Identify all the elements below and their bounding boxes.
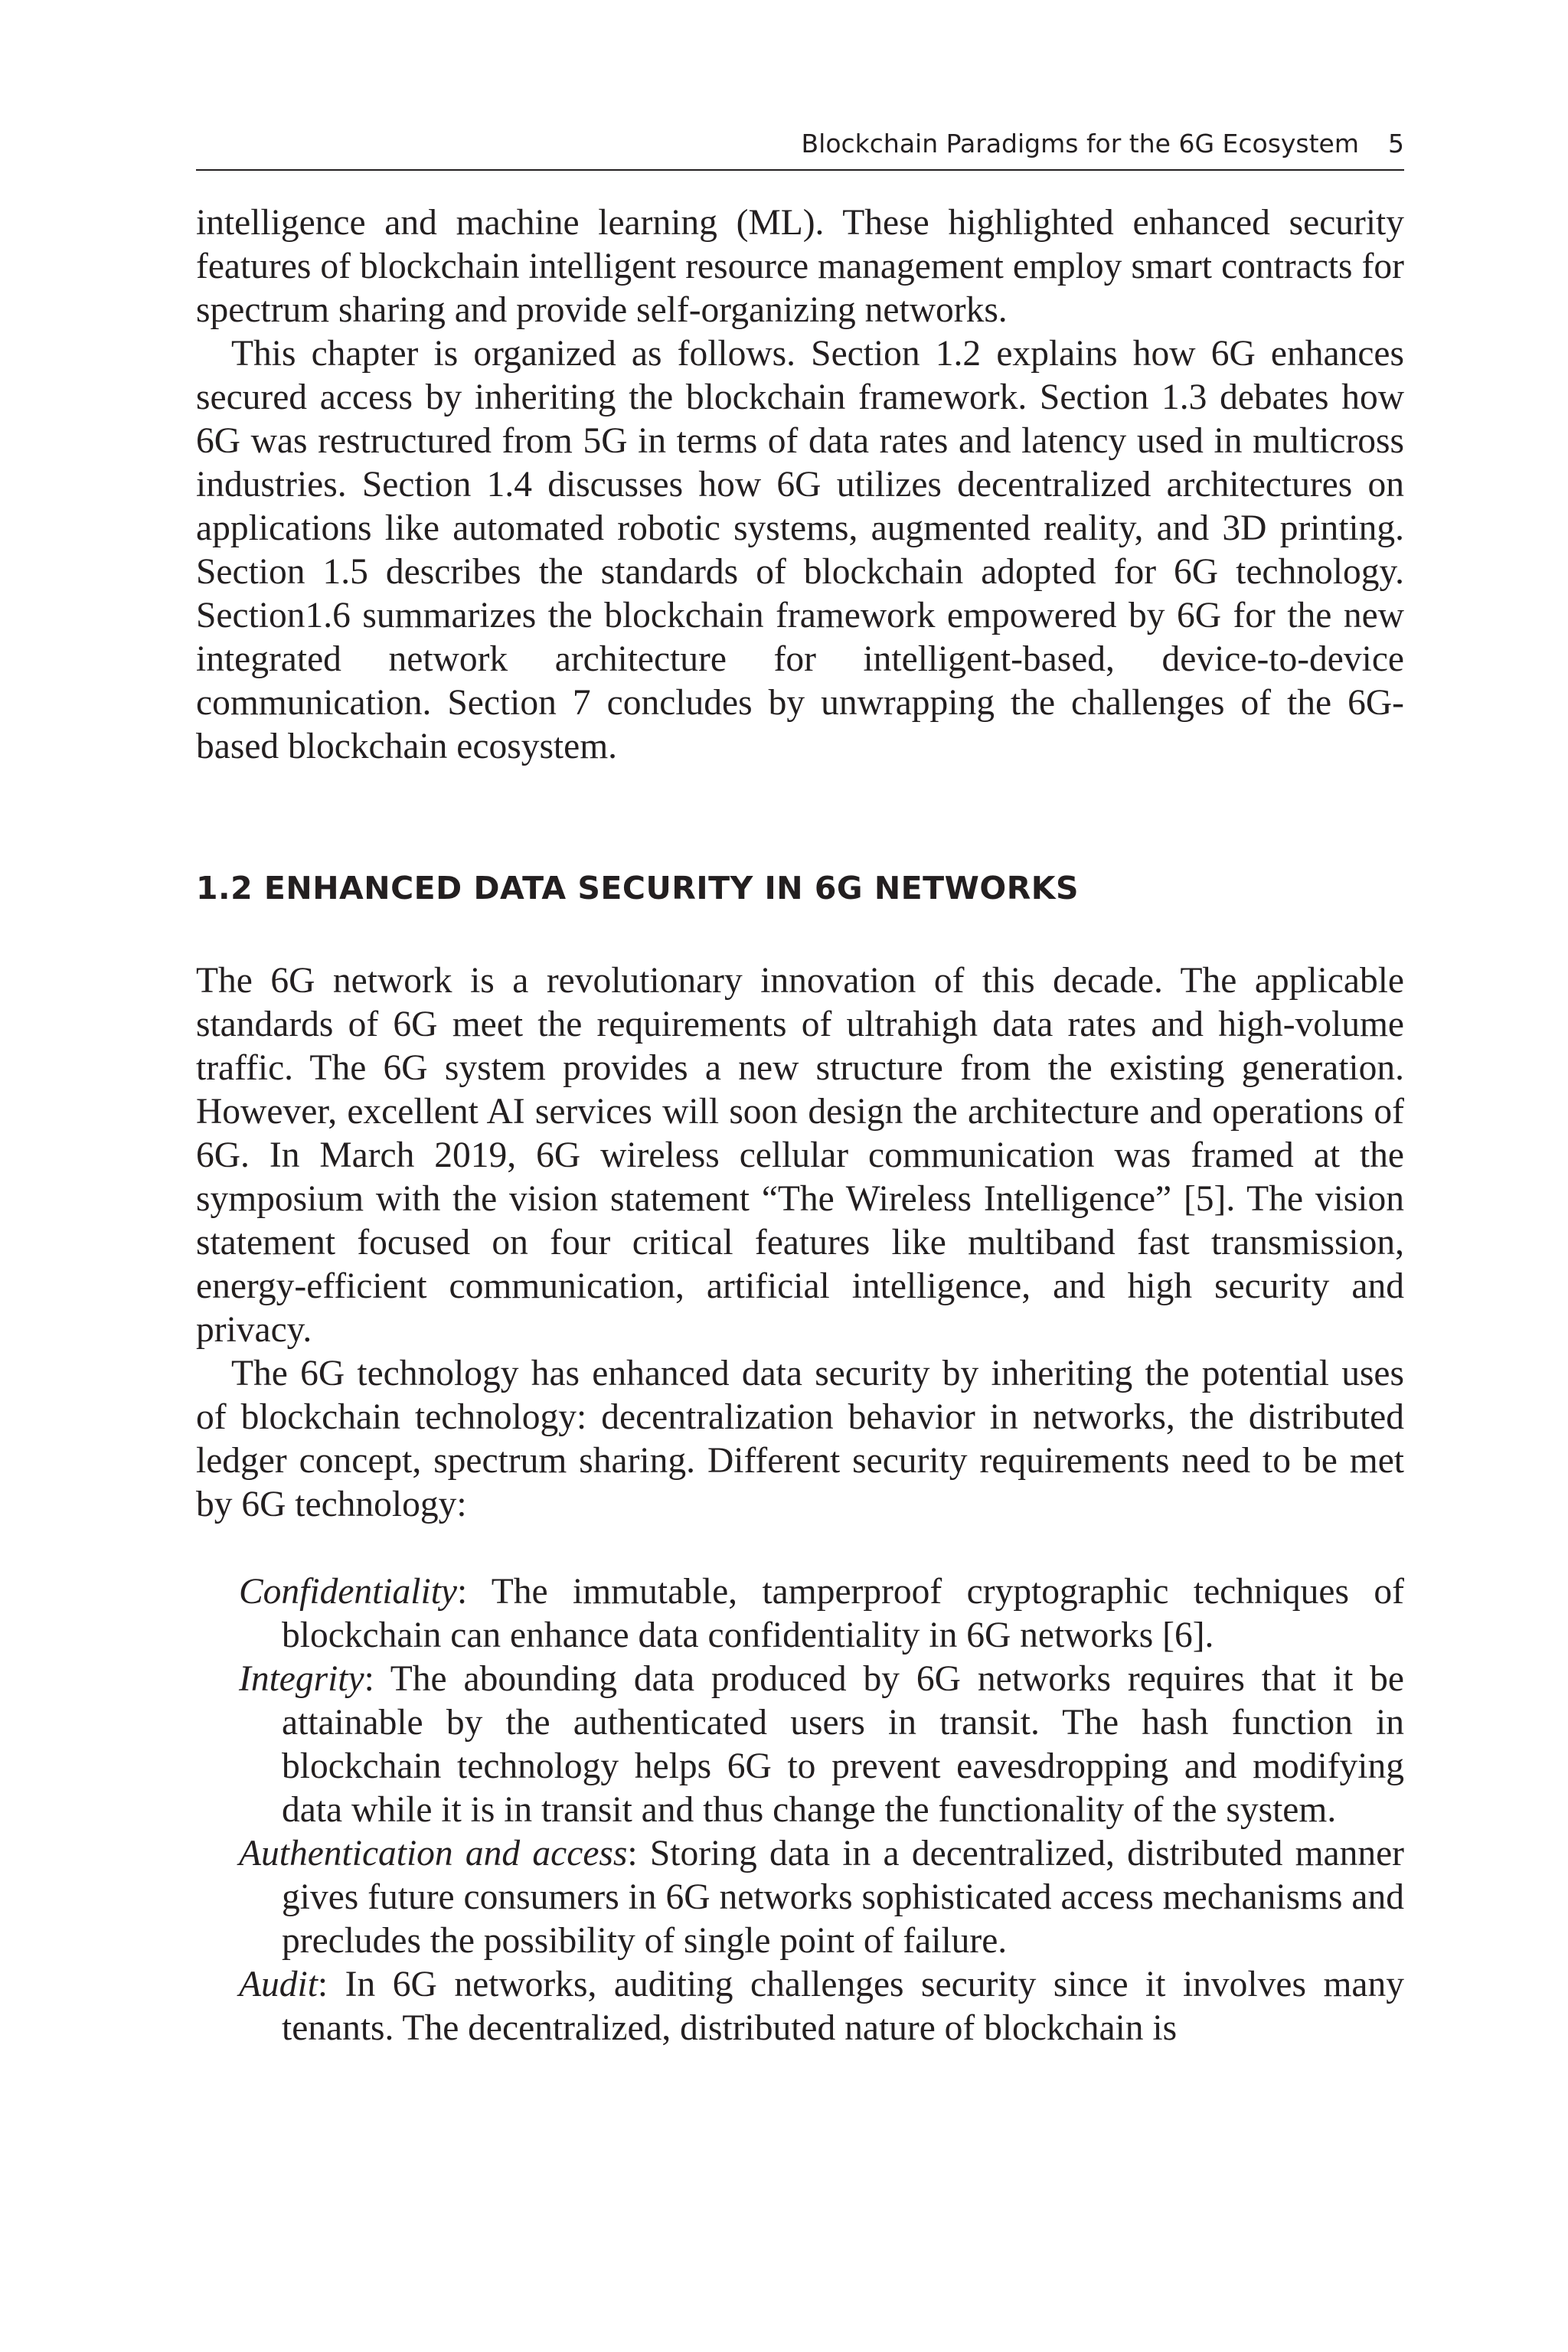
running-head [196, 129, 1404, 171]
body-text [196, 201, 1404, 2050]
definition-text: : The abounding data produced by 6G networks requires that it be attainable by the authenticated users in transit. The hash function in blockchain technology helps 6G to prevent eavesdropping and modifying data while it is in transit and thus change the functionality of the system. [282, 1659, 1404, 1830]
definition-text: : Storing data in a decentralized, distributed manner gives future consumers in 6G networks sophisticated access mechanisms and precludes the possibility of single point of failure. [282, 1834, 1404, 1961]
security-requirements-list [196, 1570, 1404, 2050]
book-page [196, 129, 1404, 2050]
paragraph-chapter-organization: This chapter is organized as follows. Section 1.2 explains how 6G enhances secured access by inheriting the blockchain framework. Section 1.3 debates how 6G was restructured from 5G in terms of data rates and latency used in multicross industries. Section 1.4 discusses how 6G utilizes decentralized architectures on applications like automated robotic systems, augmented reality, and 3D printing. Section 1.5 describes the standards of blockchain adopted for 6G technology. Section1.6 summarizes the blockchain framework empowered by 6G for the new integrated network architecture for intelligent-based, device-to-device communication. Section 7 concludes by unwrapping the challenges of the 6G-based blockchain ecosystem. [196, 334, 1404, 766]
list-item [196, 1832, 1404, 1963]
paragraph-6g-security: The 6G technology has enhanced data security by inheriting the potential uses of blockchain technology: decentralization behavior in networks, the distributed ledger concept, spectrum sharing. Different security requirements need to be met by 6G technology: [196, 1354, 1404, 1524]
definition-text: : The immutable, tamperproof cryptographic techniques of blockchain can enhance data confidentiality in 6G networks [6]. [282, 1572, 1404, 1655]
definition-text: : In 6G networks, auditing challenges security since it involves many tenants. The decentralized, distributed nature of blockchain is [282, 1965, 1404, 2048]
list-item [196, 1570, 1404, 1658]
paragraph-continuation: intelligence and machine learning (ML). These highlighted enhanced security features of blockchain intelligent resource management employ smart contracts for spectrum sharing and provide self-organizing networks. [196, 203, 1404, 330]
running-head-title: Blockchain Paradigms for the 6G Ecosystem [801, 129, 1359, 158]
paragraph-6g-network: The 6G network is a revolutionary innovation of this decade. The applicable standards of 6G meet the requirements of ultrahigh data rates and high-volume traffic. The 6G system provides a new structure from the existing generation. However, excellent AI services will soon design the architecture and operations of 6G. In March 2019, 6G wireless cellular communication was framed at the symposium with the vision statement “The Wireless Intelligence” [5]. The vision statement focused on four critical features like multiband fast transmission, energy-efficient communication, artificial intelligence, and high security and privacy. [196, 961, 1404, 1350]
definition-term: Authentication and access [239, 1834, 628, 1873]
section-heading: 1.2 ENHANCED DATA SECURITY IN 6G NETWORKS [196, 870, 1080, 906]
definition-term: Integrity [239, 1659, 364, 1699]
definition-term: Confidentiality [239, 1572, 457, 1612]
list-item [196, 1963, 1404, 2050]
page-number: 5 [1388, 129, 1404, 158]
definition-term: Audit [239, 1965, 318, 2004]
list-item [196, 1658, 1404, 1832]
